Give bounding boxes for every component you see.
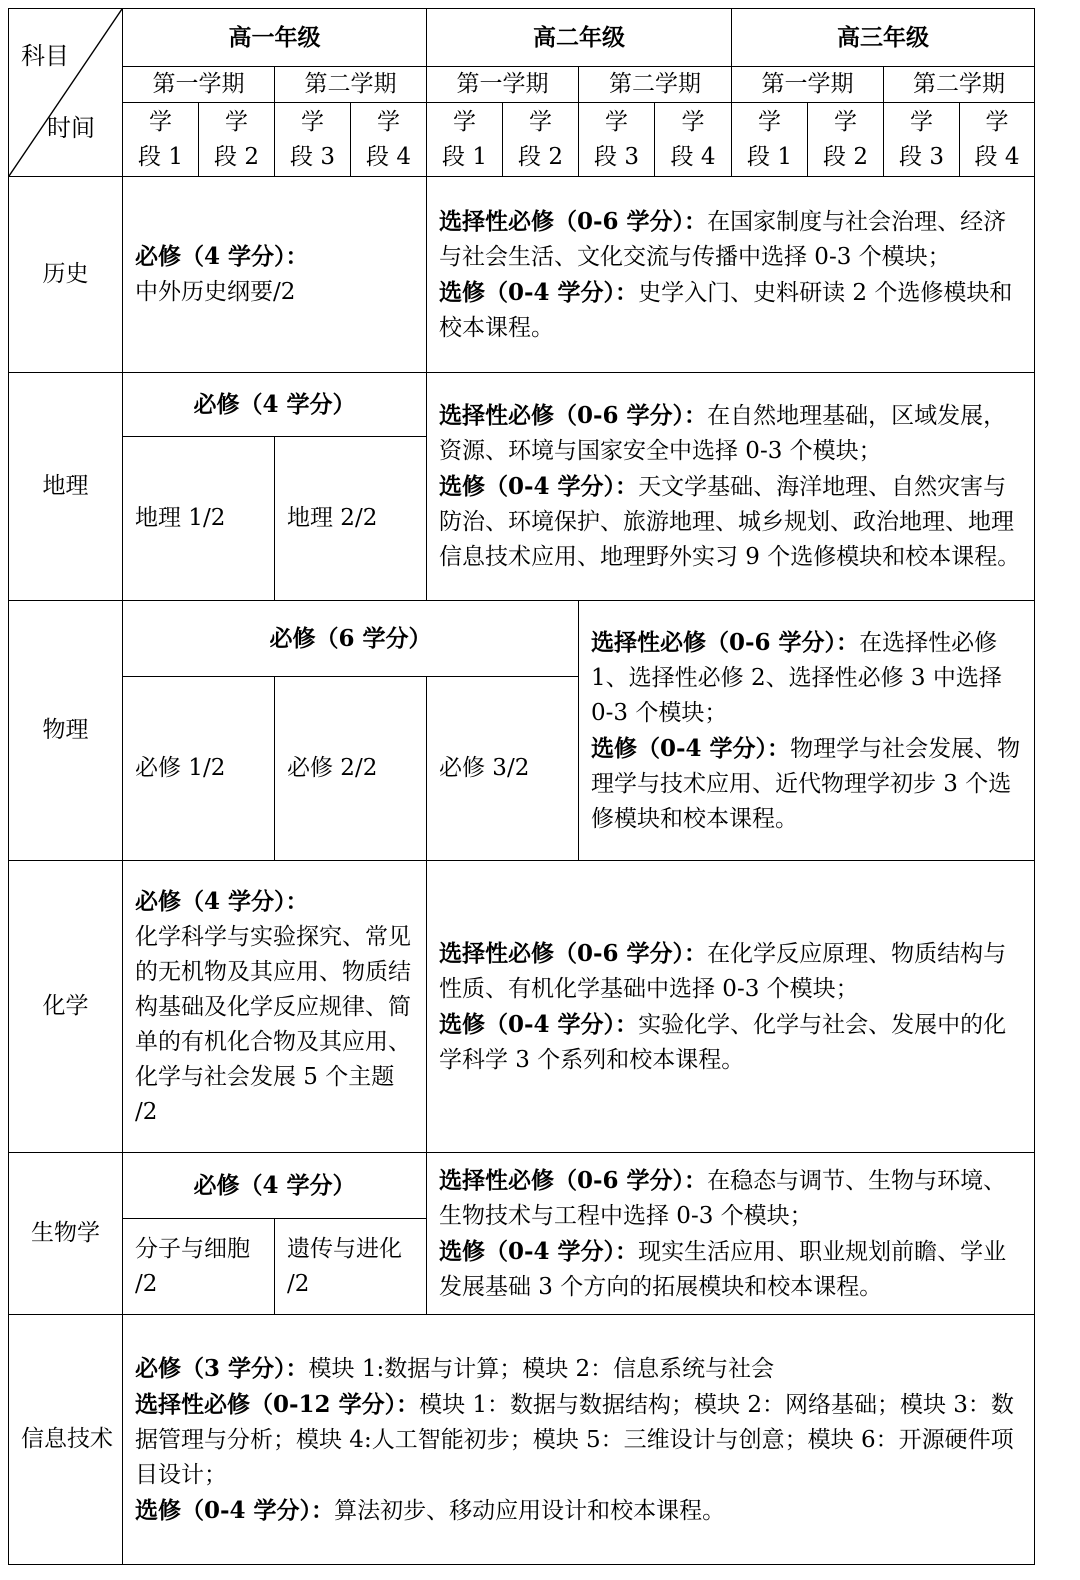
- segment-top: 学: [605, 108, 628, 135]
- row-geography-top: [9, 373, 1035, 437]
- segment-bottom: 段 3: [899, 143, 944, 170]
- segment-bottom: 段 2: [214, 143, 259, 170]
- history-required-label: 必修（4 学分）：: [135, 243, 309, 270]
- biology-selective-required-label: 选择性必修（0-6 学分）：: [439, 1166, 708, 1194]
- row-history: [9, 177, 1035, 373]
- geography-elective-text: 天文学基础、海洋地理、自然灾害与防治、环境保护、旅游地理、城乡规划、政治地理、地理信息技术应用、地理野外实习 9 个选修模块和校本课程。: [439, 474, 1021, 570]
- geography-module-2: 地理 2/2: [275, 437, 427, 601]
- physics-elective-text: 物理学与社会发展、物理学与技术应用、近代物理学初步 3 个选修模块和校本课程。: [591, 735, 1021, 832]
- header-corner-cell: [9, 9, 123, 177]
- segment-bottom: 段 3: [594, 143, 639, 170]
- row-physics-top: [9, 601, 1035, 677]
- segment-top: 学: [225, 108, 248, 135]
- segment-top: 学: [985, 108, 1009, 135]
- header-segment: [655, 103, 732, 177]
- segment-top: 学: [529, 108, 552, 135]
- header-segment: [427, 103, 503, 177]
- row-biology-top: [9, 1153, 1035, 1219]
- corner-time-label: 时间: [47, 114, 95, 142]
- corner-diagonal: [9, 9, 122, 176]
- geography-selective-required-label: 选择性必修（0-6 学分）：: [439, 402, 708, 429]
- it-course-cell: [123, 1315, 1035, 1565]
- segment-top: 学: [834, 108, 857, 135]
- header-segment: [351, 103, 427, 177]
- biology-selective-required-text: 在稳态与调节、生物与环境、生物技术与工程中选择 0-3 个模块；: [439, 1167, 1007, 1229]
- physics-selective-required-text: 在选择性必修 1、选择性必修 2、选择性必修 3 中选择 0-3 个模块；: [591, 629, 1002, 726]
- geography-elective-cell: [427, 373, 1035, 601]
- geography-elective-label: 选修（0-4 学分）：: [439, 473, 639, 500]
- segment-top: 学: [681, 108, 705, 135]
- header-row-segments: [9, 103, 1035, 177]
- history-required-cell: [123, 177, 427, 373]
- subject-geography: 地理: [9, 373, 123, 601]
- subject-it: 信息技术: [9, 1315, 123, 1565]
- segment-top: 学: [758, 108, 781, 135]
- segment-bottom: 段 1: [138, 143, 183, 170]
- it-required-text: 模块 1:数据与计算；模块 2：信息系统与社会: [308, 1355, 775, 1382]
- chemistry-required-label: 必修（4 学分）：: [135, 887, 309, 915]
- chemistry-elective-label: 选修（0-4 学分）：: [439, 1010, 639, 1038]
- header-term: 第一学期: [123, 67, 275, 103]
- it-required-label: 必修（3 学分）：: [135, 1354, 309, 1382]
- segment-bottom: 段 1: [442, 143, 487, 170]
- subject-history: 历史: [9, 177, 123, 373]
- geography-module-1: 地理 1/2: [123, 437, 275, 601]
- header-segment: [732, 103, 808, 177]
- physics-elective-cell: [579, 601, 1035, 861]
- biology-required-label: 必修（4 学分）: [123, 1153, 427, 1219]
- subject-physics: 物理: [9, 601, 123, 861]
- header-year-3: 高三年级: [732, 9, 1035, 67]
- biology-elective-cell: [427, 1153, 1035, 1315]
- header-year-1: 高一年级: [123, 9, 427, 67]
- header-segment: [808, 103, 884, 177]
- curriculum-table: [8, 8, 1035, 1565]
- segment-bottom: 段 4: [670, 143, 716, 170]
- segment-top: 学: [301, 108, 324, 135]
- subject-chemistry: 化学: [9, 861, 123, 1153]
- header-term: 第一学期: [732, 67, 884, 103]
- physics-required-label: 必修（6 学分）: [123, 601, 579, 677]
- biology-module-2: 遗传与进化 /2: [275, 1219, 427, 1315]
- biology-module-1: 分子与细胞 /2: [123, 1219, 275, 1315]
- segment-bottom: 段 2: [823, 143, 868, 170]
- header-term: 第二学期: [275, 67, 427, 103]
- header-segment: [503, 103, 579, 177]
- segment-top: 学: [453, 108, 476, 135]
- segment-bottom: 段 3: [290, 143, 335, 170]
- chemistry-selective-required-text: 在化学反应原理、物质结构与性质、有机化学基础中选择 0-3 个模块；: [439, 940, 1007, 1002]
- header-segment: [884, 103, 960, 177]
- physics-module-1: 必修 1/2: [123, 677, 275, 861]
- header-row-years: [9, 9, 1035, 67]
- physics-module-2: 必修 2/2: [275, 677, 427, 861]
- physics-elective-label: 选修（0-4 学分）：: [591, 734, 791, 762]
- history-selective-required-text: 在国家制度与社会治理、经济与社会生活、文化交流与传播中选择 0-3 个模块；: [439, 208, 1007, 270]
- segment-top: 学: [377, 108, 400, 135]
- geography-required-label: 必修（4 学分）: [123, 373, 427, 437]
- segment-top: 学: [149, 108, 172, 135]
- segment-top: 学: [910, 108, 933, 135]
- header-segment: [275, 103, 351, 177]
- segment-bottom: 段 2: [518, 143, 563, 170]
- history-elective-text: 史学入门、史料研读 2 个选修模块和校本课程。: [439, 279, 1013, 341]
- segment-bottom: 段 1: [747, 143, 792, 170]
- history-elective-label: 选修（0-4 学分）：: [439, 278, 639, 306]
- subject-biology: 生物学: [9, 1153, 123, 1315]
- header-segment: [960, 103, 1035, 177]
- header-segment: [199, 103, 275, 177]
- it-elective-label: 选修（0-4 学分）：: [135, 1496, 335, 1524]
- corner-subject-label: 科目: [21, 42, 69, 70]
- history-elective-cell: [427, 177, 1035, 373]
- header-term: 第二学期: [884, 67, 1035, 103]
- history-selective-required-label: 选择性必修（0-6 学分）：: [439, 207, 708, 235]
- segment-bottom: 段 4: [366, 143, 411, 170]
- chemistry-selective-required-label: 选择性必修（0-6 学分）：: [439, 939, 708, 967]
- segment-bottom: 段 4: [974, 143, 1020, 170]
- header-segment: [579, 103, 655, 177]
- header-row-terms: [9, 67, 1035, 103]
- row-it: [9, 1315, 1035, 1565]
- row-chemistry: [9, 861, 1035, 1153]
- chemistry-elective-cell: [427, 861, 1035, 1153]
- chemistry-required-cell: [123, 861, 427, 1153]
- header-segment: [123, 103, 199, 177]
- header-term: 第二学期: [579, 67, 732, 103]
- biology-elective-label: 选修（0-4 学分）：: [439, 1237, 639, 1265]
- it-selective-required-label: 选择性必修（0-12 学分）：: [135, 1390, 420, 1418]
- physics-selective-required-label: 选择性必修（0-6 学分）：: [591, 628, 860, 656]
- it-selective-required-text: 模块 1：数据与数据结构；模块 2：网络基础；模块 3：数据管理与分析；模块 4:人工智能初步；模块 5：三维设计与创意；模块 6：开源硬件项目设计；: [135, 1391, 1014, 1488]
- chemistry-elective-text: 实验化学、化学与社会、发展中的化学科学 3 个系列和校本课程。: [439, 1011, 1007, 1073]
- biology-elective-text: 现实生活应用、职业规划前瞻、学业发展基础 3 个方向的拓展模块和校本课程。: [439, 1238, 1007, 1300]
- chemistry-required-text: 化学科学与实验探究、常见的无机物及其应用、物质结构基础及化学反应规律、简单的有机化合物及其应用、化学与社会发展 5 个主题 /2: [135, 923, 411, 1125]
- geography-selective-required-text: 在自然地理基础，区域发展，资源、环境与国家安全中选择 0-3 个模块；: [439, 403, 1007, 464]
- header-year-2: 高二年级: [427, 9, 732, 67]
- physics-module-3: 必修 3/2: [427, 677, 579, 861]
- history-required-text: 中外历史纲要/2: [135, 279, 296, 305]
- it-elective-text: 算法初步、移动应用设计和校本课程。: [334, 1497, 726, 1524]
- header-term: 第一学期: [427, 67, 579, 103]
